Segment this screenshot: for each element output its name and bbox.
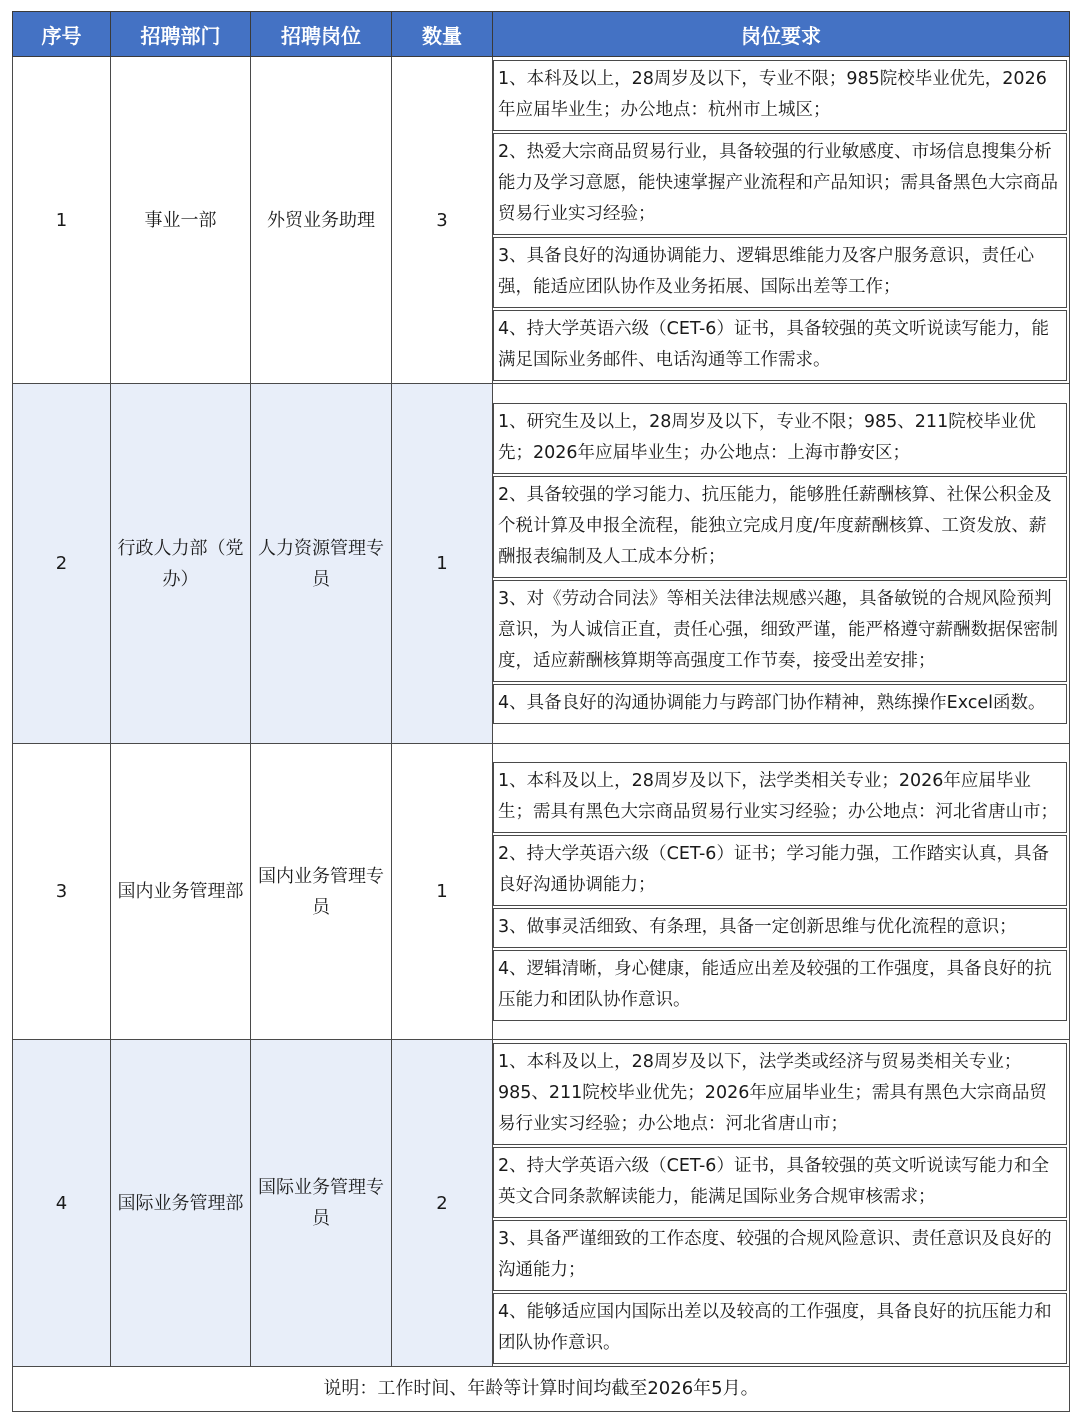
header-requirements: 岗位要求 [493,12,1070,57]
row-index: 4 [13,1040,111,1367]
row-requirements [493,57,1070,384]
requirement-item: 1、研究生及以上，28周岁及以下，专业不限；985、211院校毕业优先；2026年应届毕业生；办公地点：上海市静安区； [493,403,1067,474]
requirement-item: 3、具备良好的沟通协调能力、逻辑思维能力及客户服务意识，责任心强，能适应团队协作及业务拓展、国际出差等工作； [493,237,1067,308]
requirement-item: 3、具备严谨细致的工作态度、较强的合规风险意识、责任意识及良好的沟通能力； [493,1220,1067,1291]
row-count: 2 [392,1040,493,1367]
row-department: 行政人力部（党办） [111,384,251,744]
row-requirements [493,384,1070,744]
requirement-item: 4、持大学英语六级（CET-6）证书，具备较强的英文听说读写能力，能满足国际业务邮件、电话沟通等工作需求。 [493,310,1067,381]
header-department: 招聘部门 [111,12,251,57]
requirement-item: 1、本科及以上，28周岁及以下，法学类或经济与贸易类相关专业；985、211院校毕业优先；2026年应届毕业生；需具有黑色大宗商品贸易行业实习经验；办公地点：河北省唐山市； [493,1043,1067,1145]
row-count: 1 [392,744,493,1040]
footnote: 说明：工作时间、年龄等计算时间均截至2026年5月。 [13,1367,1070,1412]
header-count: 数量 [392,12,493,57]
requirement-item: 1、本科及以上，28周岁及以下，专业不限；985院校毕业优先，2026年应届毕业生；办公地点：杭州市上城区； [493,60,1067,131]
requirement-item: 2、持大学英语六级（CET-6）证书；学习能力强，工作踏实认真，具备良好沟通协调能力； [493,835,1067,906]
requirement-item: 4、逻辑清晰，身心健康，能适应出差及较强的工作强度，具备良好的抗压能力和团队协作意识。 [493,950,1067,1021]
table-header-row [13,12,1070,57]
row-count: 1 [392,384,493,744]
row-requirements [493,1040,1070,1367]
row-index: 2 [13,384,111,744]
requirement-item: 2、具备较强的学习能力、抗压能力，能够胜任薪酬核算、社保公积金及个税计算及申报全流程，能独立完成月度/年度薪酬核算、工资发放、薪酬报表编制及人工成本分析； [493,476,1067,578]
table-row [13,744,1070,1040]
requirement-item: 2、热爱大宗商品贸易行业，具备较强的行业敏感度、市场信息搜集分析能力及学习意愿，能快速掌握产业流程和产品知识；需具备黑色大宗商品贸易行业实习经验； [493,133,1067,235]
requirement-item: 2、持大学英语六级（CET-6）证书，具备较强的英文听说读写能力和全英文合同条款解读能力，能满足国际业务合规审核需求； [493,1147,1067,1218]
row-position: 国内业务管理专员 [251,744,392,1040]
note-row [13,1367,1070,1412]
row-index: 3 [13,744,111,1040]
requirement-item: 3、做事灵活细致、有条理，具备一定创新思维与优化流程的意识； [493,908,1067,948]
row-count: 3 [392,57,493,384]
requirement-item: 3、对《劳动合同法》等相关法律法规感兴趣，具备敏锐的合规风险预判意识，为人诚信正直，责任心强，细致严谨，能严格遵守薪酬数据保密制度，适应薪酬核算期等高强度工作节奏，接受出差安排； [493,580,1067,682]
requirement-item: 4、具备良好的沟通协调能力与跨部门协作精神，熟练操作Excel函数。 [493,684,1067,724]
row-department: 事业一部 [111,57,251,384]
row-requirements [493,744,1070,1040]
header-index: 序号 [13,12,111,57]
row-index: 1 [13,57,111,384]
row-department: 国际业务管理部 [111,1040,251,1367]
requirement-item: 1、本科及以上，28周岁及以下，法学类相关专业；2026年应届毕业生；需具有黑色大宗商品贸易行业实习经验；办公地点：河北省唐山市； [493,762,1067,833]
table-row [13,384,1070,744]
row-position: 国际业务管理专员 [251,1040,392,1367]
table-row [13,57,1070,384]
row-position: 外贸业务助理 [251,57,392,384]
row-department: 国内业务管理部 [111,744,251,1040]
table-row [13,1040,1070,1367]
requirement-item: 4、能够适应国内国际出差以及较高的工作强度，具备良好的抗压能力和团队协作意识。 [493,1293,1067,1364]
row-position: 人力资源管理专员 [251,384,392,744]
recruitment-table [12,11,1070,1412]
header-position: 招聘岗位 [251,12,392,57]
